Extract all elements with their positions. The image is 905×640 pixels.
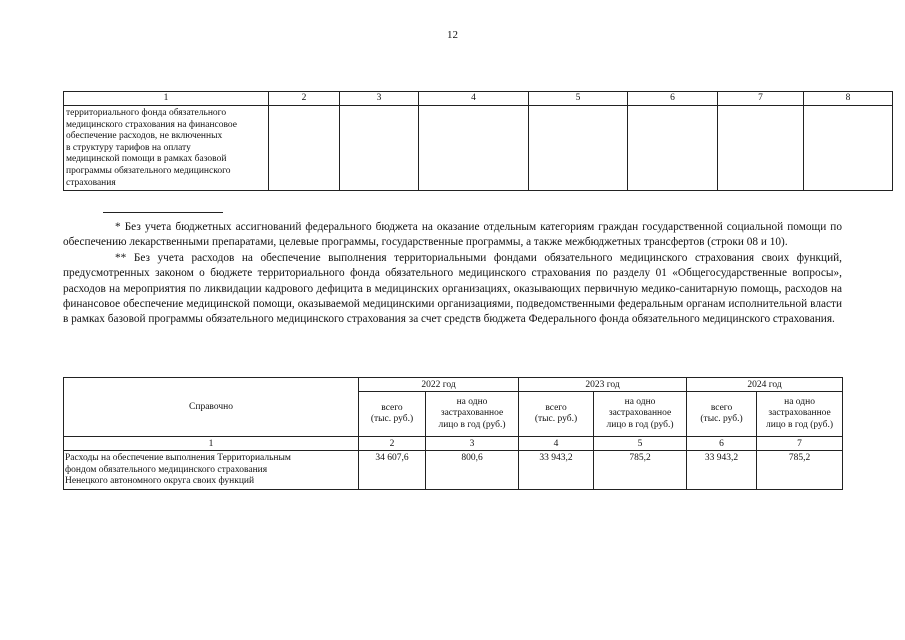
column-number: 1 <box>64 92 269 106</box>
column-number: 7 <box>718 92 804 106</box>
empty-cell <box>804 106 893 191</box>
column-number: 1 <box>64 437 359 451</box>
table-row <box>64 451 843 490</box>
empty-cell <box>269 106 340 191</box>
column-number: 5 <box>594 437 687 451</box>
value-cell: 33 943,2 <box>519 451 594 490</box>
per-person-header: на одно застрахованное лицо в год (руб.) <box>757 392 843 437</box>
footnote-separator <box>103 212 223 213</box>
row-description: территориального фонда обязательного медицинского страхования на финансовое обеспечение расходов, не включенных в структуру тарифов на оплату медицинской помощи в рамках базовой программы обязательного медицинского страхования <box>64 106 269 191</box>
total-header: всего (тыс. руб.) <box>519 392 594 437</box>
value-cell: 33 943,2 <box>687 451 757 490</box>
footnote-2: ** Без учета расходов на обеспечение выполнения территориальными фондами обязательного медицинского страхования своих функций, предусмотренных законом о бюджете территориального фонда обязательного медицинского страхования по разделу 01 «Общегосударственные вопросы», расходов на мероприятия по ликвидации кадрового дефицита в медицинских организациях, оказывающих первичную медико-санитарную помощь, расходов на финансовое обеспечение медицинской помощи, оказываемой медицинскими организациями, подведомственными федеральным органам исполнительной власти в рамках базовой программы обязательного медицинского страхования за счет средств бюджета Федерального фонда обязательного медицинского страхования. <box>63 251 842 326</box>
per-person-header: на одно застрахованное лицо в год (руб.) <box>594 392 687 437</box>
column-number: 3 <box>426 437 519 451</box>
footnotes <box>63 220 842 328</box>
total-header: всего (тыс. руб.) <box>359 392 426 437</box>
top-table <box>63 91 893 191</box>
total-header: всего (тыс. руб.) <box>687 392 757 437</box>
value-cell: 785,2 <box>757 451 843 490</box>
column-number: 2 <box>359 437 426 451</box>
column-number-row <box>64 437 843 451</box>
year-header: 2022 год <box>359 378 519 392</box>
row-label: Расходы на обеспечение выполнения Территориальным фондом обязательного медицинского страхования Ненецкого автономного округа своих функций <box>64 451 359 490</box>
column-number: 5 <box>529 92 628 106</box>
page-number: 12 <box>447 29 458 41</box>
empty-cell <box>340 106 419 191</box>
year-header: 2023 год <box>519 378 687 392</box>
value-cell: 785,2 <box>594 451 687 490</box>
year-header: 2024 год <box>687 378 843 392</box>
column-number: 2 <box>269 92 340 106</box>
column-number: 8 <box>804 92 893 106</box>
value-cell: 800,6 <box>426 451 519 490</box>
reference-table <box>63 377 843 490</box>
column-number: 4 <box>419 92 529 106</box>
empty-cell <box>529 106 628 191</box>
reference-label: Справочно <box>64 378 359 437</box>
footnote-1: * Без учета бюджетных ассигнований федерального бюджета на оказание отдельным категориям граждан государственной социальной помощи по обеспечению лекарственными препаратами, целевые программы, государственные программы, а также межбюджетных трансфертов (строки 08 и 10). <box>63 221 842 249</box>
empty-cell <box>628 106 718 191</box>
column-number: 4 <box>519 437 594 451</box>
per-person-header: на одно застрахованное лицо в год (руб.) <box>426 392 519 437</box>
top-table-header-row <box>64 92 893 106</box>
empty-cell <box>419 106 529 191</box>
column-number: 6 <box>687 437 757 451</box>
column-number: 6 <box>628 92 718 106</box>
column-number: 7 <box>757 437 843 451</box>
empty-cell <box>718 106 804 191</box>
column-number: 3 <box>340 92 419 106</box>
table-row <box>64 106 893 191</box>
value-cell: 34 607,6 <box>359 451 426 490</box>
year-header-row <box>64 378 843 392</box>
